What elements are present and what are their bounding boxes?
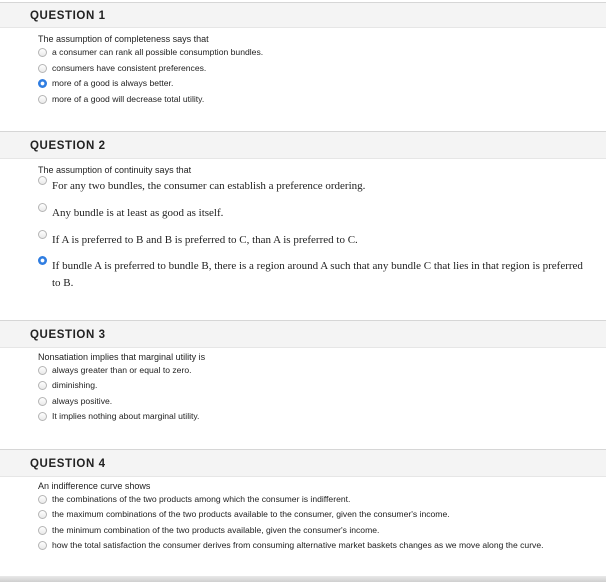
radio-button-selected[interactable] [38, 79, 47, 88]
radio-button[interactable] [38, 64, 47, 73]
q2-option-a[interactable]: For any two bundles, the consumer can establish a preference ordering. [38, 178, 365, 195]
q1-option-d[interactable]: more of a good will decrease total utility. [38, 94, 204, 104]
radio-button[interactable] [38, 495, 47, 504]
q4-option-d[interactable]: how the total satisfaction the consumer derives from consuming alternative market baskets changes as we move along the curve. [38, 540, 590, 550]
question-3-prompt: Nonsatiation implies that marginal utility is [38, 352, 206, 362]
q4-option-b[interactable]: the maximum combinations of the two products available to the consumer, given the consumer's income. [38, 509, 450, 519]
question-1-title: QUESTION 1 [30, 10, 106, 22]
radio-button[interactable] [38, 397, 47, 406]
radio-button-selected[interactable] [38, 256, 47, 265]
q4-option-a[interactable]: the combinations of the two products among which the consumer is indifferent. [38, 494, 350, 504]
radio-button[interactable] [38, 203, 47, 212]
question-3-title: QUESTION 3 [30, 329, 106, 341]
page-bottom-edge [0, 576, 606, 582]
radio-button[interactable] [38, 95, 47, 104]
q3-option-a[interactable]: always greater than or equal to zero. [38, 365, 192, 375]
question-1-header [0, 2, 606, 28]
question-3-header [0, 320, 606, 348]
question-2-prompt: The assumption of continuity says that [38, 165, 192, 175]
radio-button[interactable] [38, 176, 47, 185]
question-4-header [0, 449, 606, 477]
question-2-title: QUESTION 2 [30, 140, 106, 152]
q2-option-d[interactable]: If bundle A is preferred to bundle B, there is a region around A such that any bundle C that lies in that region is preferred to B. [38, 258, 590, 292]
q3-option-d[interactable]: It implies nothing about marginal utility. [38, 411, 199, 421]
radio-button[interactable] [38, 48, 47, 57]
q2-option-b[interactable]: Any bundle is at least as good as itself. [38, 205, 223, 222]
q1-option-b[interactable]: consumers have consistent preferences. [38, 63, 206, 73]
question-1-prompt: The assumption of completeness says that [38, 34, 209, 44]
q4-option-c[interactable]: the minimum combination of the two products available, given the consumer's income. [38, 525, 379, 535]
radio-button[interactable] [38, 541, 47, 550]
q2-option-c[interactable]: If A is preferred to B and B is preferred to C, than A is preferred to C. [38, 232, 358, 249]
q3-option-c[interactable]: always positive. [38, 396, 112, 406]
radio-button[interactable] [38, 412, 47, 421]
radio-button[interactable] [38, 510, 47, 519]
q1-option-c[interactable]: more of a good is always better. [38, 78, 173, 88]
radio-button[interactable] [38, 381, 47, 390]
question-4-prompt: An indifference curve shows [38, 481, 151, 491]
radio-button[interactable] [38, 526, 47, 535]
radio-button[interactable] [38, 230, 47, 239]
question-2-header [0, 131, 606, 159]
question-4-title: QUESTION 4 [30, 458, 106, 470]
q1-option-a[interactable]: a consumer can rank all possible consumption bundles. [38, 47, 263, 57]
radio-button[interactable] [38, 366, 47, 375]
q3-option-b[interactable]: diminishing. [38, 380, 97, 390]
